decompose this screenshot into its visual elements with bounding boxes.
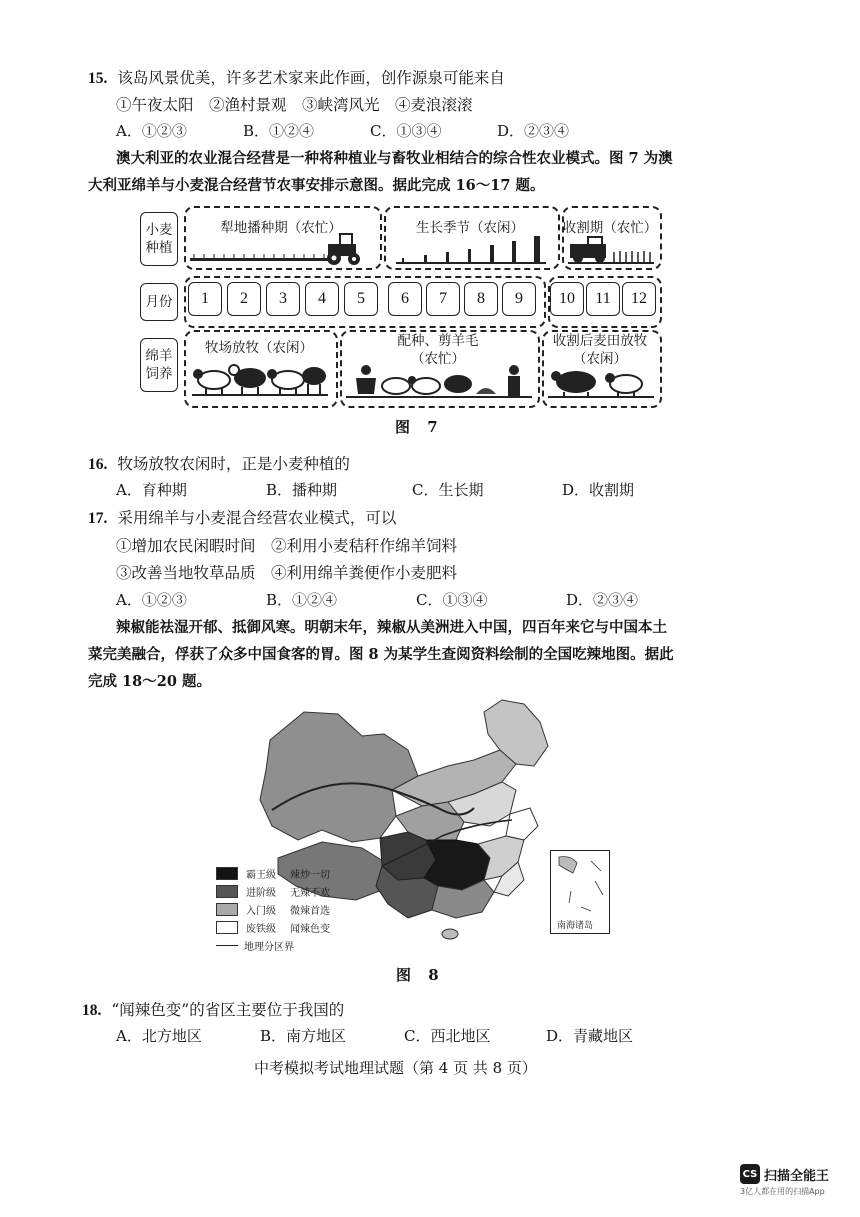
legend-item <box>216 920 330 935</box>
question-number: 17. <box>88 510 108 527</box>
boundary-line-swatch <box>216 945 238 946</box>
phase-stubble-label: 收割后麦田放牧 （农闲） <box>552 333 648 367</box>
intro-paragraph-line: 辣椒能祛湿开郁、抵御风寒。明朝末年，辣椒从美洲进入中国，四百年来它与中国本土 <box>116 619 667 636</box>
intro-paragraph-line: 完成 18～20 题。 <box>88 673 211 690</box>
legend-item <box>216 884 330 899</box>
intro-paragraph-line: 大利亚绵羊与小麦混合经营节农事安排示意图。据此完成 16～17 题。 <box>88 177 545 194</box>
month-1: 1 <box>188 282 222 316</box>
grazing-sheep-icon <box>192 360 328 398</box>
question-text: 该岛风景优美，许多艺术家来此作画，创作源泉可能来自 <box>117 69 505 87</box>
month-8: 8 <box>464 282 498 316</box>
option-b: B．①②④ <box>243 122 315 140</box>
legend-swatch <box>216 903 238 916</box>
legend-desc: 辣炒一切 <box>290 870 330 881</box>
legend-level: 进阶级 <box>246 888 276 899</box>
stubble-grazing-icon <box>548 364 654 400</box>
question-15-items: ①午夜太阳 ②渔村景观 ③峡湾风光 ④麦浪滚滚 <box>116 96 473 114</box>
month-3: 3 <box>266 282 300 316</box>
option-d: D．收割期 <box>562 481 635 499</box>
question-text: 采用绵羊与小麦混合经营农业模式，可以 <box>117 509 397 527</box>
question-text: 牧场放牧农闲时，正是小麦种植的 <box>117 455 350 473</box>
option-c: C．西北地区 <box>404 1027 491 1045</box>
month-12: 12 <box>622 282 656 316</box>
option-d: D．②③④ <box>497 122 570 140</box>
figure-7 <box>138 204 662 408</box>
option-b: B．播种期 <box>266 481 338 499</box>
legend-level: 入门级 <box>246 906 276 917</box>
legend-swatch <box>216 867 238 880</box>
legend-boundary-label: 地理分区界 <box>244 942 294 953</box>
question-16 <box>88 452 350 474</box>
question-number: 16. <box>88 456 108 473</box>
question-15 <box>88 66 505 88</box>
inset-label: 南海诸岛 <box>557 921 594 931</box>
map-legend <box>216 866 356 958</box>
option-c: C．生长期 <box>412 481 484 499</box>
south-china-sea-inset <box>550 850 610 934</box>
phase-shearing-label: 配种、剪羊毛 （农忙） <box>397 333 479 367</box>
legend-level: 霸王级 <box>246 870 276 881</box>
page-footer: 中考模拟考试地理试题（第 4 页 共 8 页） <box>254 1059 537 1077</box>
question-number: 18. <box>82 1002 102 1019</box>
option-c: C．①③④ <box>370 122 442 140</box>
scanner-watermark <box>740 1164 852 1197</box>
question-17-items-line: ③改善当地牧草品质 ④利用绵羊粪便作小麦肥料 <box>116 564 458 582</box>
intro-paragraph-line: 澳大利亚的农业混合经营是一种将种植业与畜牧业相结合的综合性农业模式。图 7 为澳 <box>116 150 673 167</box>
growing-wheat-icon <box>396 234 546 266</box>
intro-paragraph-line: 菜完美融合，俘获了众多中国食客的胃。图 8 为某学生查阅资料绘制的全国吃辣地图。据此 <box>88 646 674 663</box>
month-11: 11 <box>586 282 620 316</box>
row-label-sheep: 绵羊 饲养 <box>140 338 178 392</box>
option-d: D．青藏地区 <box>546 1027 634 1045</box>
option-a: A．①②③ <box>116 591 187 609</box>
month-10: 10 <box>550 282 584 316</box>
option-b: B．①②④ <box>266 591 338 609</box>
question-number: 15. <box>88 70 108 87</box>
shearing-scene-icon <box>346 364 532 400</box>
question-18 <box>82 998 344 1020</box>
harvester-icon <box>568 234 654 266</box>
month-5: 5 <box>344 282 378 316</box>
legend-level: 废铁级 <box>246 924 276 935</box>
legend-item-boundary <box>216 938 294 953</box>
legend-swatch <box>216 885 238 898</box>
brand-tagline: 3亿人都在用的扫描App <box>740 1187 825 1196</box>
question-17-items-line: ①增加农民闲暇时间 ②利用小麦秸秆作绵羊饲料 <box>116 537 458 555</box>
legend-swatch <box>216 921 238 934</box>
row-label-wheat: 小麦 种植 <box>140 212 178 266</box>
question-17 <box>88 506 396 528</box>
month-2: 2 <box>227 282 261 316</box>
figure-8-map <box>212 690 632 962</box>
phase-harvest-label: 收割期（农忙） <box>562 220 658 236</box>
legend-desc: 微辣首选 <box>290 906 330 917</box>
plowing-tractor-icon <box>190 232 370 266</box>
month-6: 6 <box>388 282 422 316</box>
phase-sowing-label: 犁地播种期（农忙） <box>220 220 342 236</box>
phase-grazing-label: 牧场放牧（农闲） <box>205 340 313 356</box>
figure-7-caption: 图 7 <box>395 418 444 436</box>
option-d: D．②③④ <box>566 591 639 609</box>
month-4: 4 <box>305 282 339 316</box>
brand-logo-icon: CS <box>740 1164 760 1184</box>
option-a: A．育种期 <box>116 481 187 499</box>
legend-desc: 无辣不欢 <box>290 888 330 899</box>
legend-item <box>216 902 330 917</box>
brand-name: 扫描全能王 <box>764 1168 830 1184</box>
option-a: A．北方地区 <box>116 1027 202 1045</box>
option-b: B．南方地区 <box>260 1027 347 1045</box>
legend-desc: 闻辣色变 <box>290 924 330 935</box>
question-text: “闻辣色变”的省区主要位于我国的 <box>111 1001 345 1019</box>
month-7: 7 <box>426 282 460 316</box>
option-c: C．①③④ <box>416 591 488 609</box>
month-9: 9 <box>502 282 536 316</box>
figure-8-caption: 图 8 <box>396 966 445 984</box>
row-label-month: 月份 <box>140 283 178 321</box>
option-a: A．①②③ <box>116 122 187 140</box>
inset-islands-icon <box>551 851 609 917</box>
legend-item <box>216 866 330 881</box>
phase-growing-label: 生长季节（农闲） <box>416 220 524 236</box>
